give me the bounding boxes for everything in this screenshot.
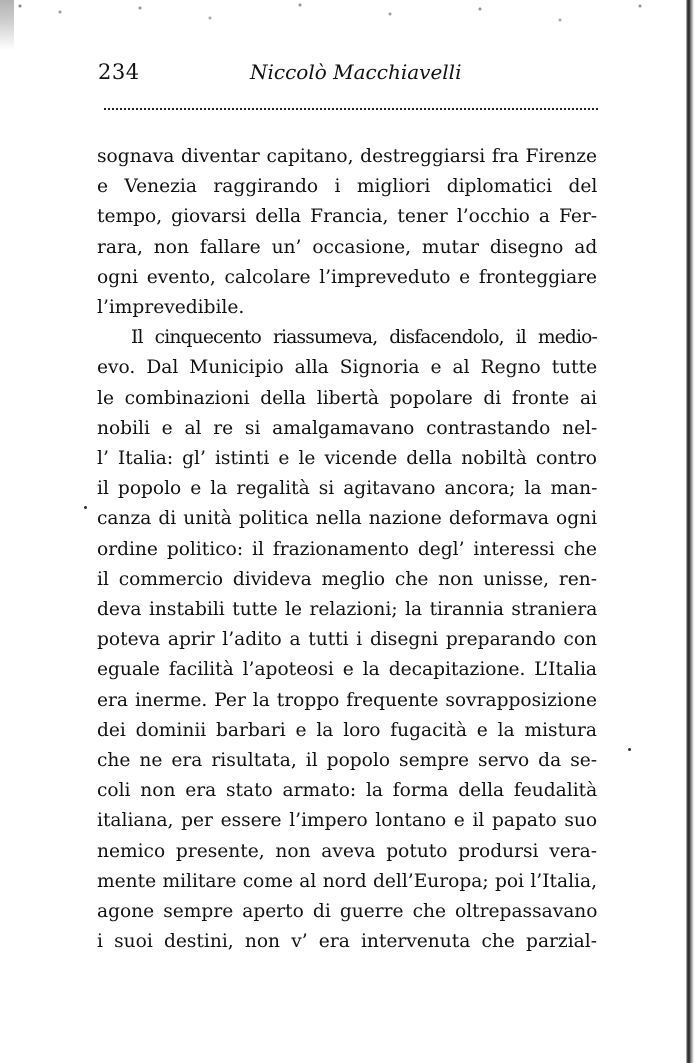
- text-line: mente militare come al nord dell’Europa; poi l’Italia,: [97, 870, 597, 892]
- text-line: tempo, giovarsi della Francia, tener l’occhio a Fer-: [97, 206, 598, 228]
- text-line: il commercio divideva meglio che non unisse, ren-: [97, 568, 597, 590]
- scan-edge-mark: [0, 0, 14, 50]
- scan-dot: [84, 506, 87, 509]
- text-line: agone sempre aperto di guerre che oltrepassavano: [97, 901, 598, 923]
- text-line: dei dominii barbari e la loro fugacità e la mistura: [97, 719, 597, 741]
- text-line: il popolo e la regalità si agitavano ancora; la man-: [97, 478, 598, 500]
- text-line: eguale facilità l’apoteosi e la decapitazione. L’Italia: [97, 659, 597, 681]
- text-line: e Venezia raggirando i migliori diplomatici del: [97, 176, 598, 198]
- text-line: che ne era risultata, il popolo sempre servo da se-: [97, 750, 598, 772]
- text-line: Il cinquecento riassumeva, disfacendolo, il medio-: [131, 327, 597, 349]
- text-line: italiana, per essere l’impero lontano e il papato suo: [97, 810, 598, 832]
- text-line: canza di unità politica nella nazione deformava ogni: [97, 508, 598, 530]
- text-line: era inerme. Per la troppo frequente sovrapposizione: [97, 689, 597, 711]
- text-line: nobili e al re si amalgamavano contrastando nel-: [97, 417, 598, 439]
- text-line: ogni evento, calcolare l’impreveduto e fronteggiare: [97, 266, 598, 288]
- page-number: 234: [98, 60, 140, 84]
- text-line: coli non era stato armato: la forma della feudalità: [97, 780, 598, 802]
- text-line: deva instabili tutte le relazioni; la tirannia straniera: [97, 599, 598, 621]
- text-line: evo. Dal Municipio alla Signoria e al Regno tutte: [97, 357, 598, 379]
- text-line: i suoi destini, non v’ era intervenuta che parzial-: [97, 931, 597, 953]
- text-line: poteva aprir l’adito a tutti i disegni preparando con: [97, 629, 597, 651]
- paragraph-2: [97, 323, 597, 957]
- scan-speckle: [0, 0, 694, 40]
- text-line: rara, non fallare un’ occasione, mutar disegno ad: [97, 236, 598, 258]
- header-rule: [104, 108, 598, 110]
- text-line: ordine politico: il frazionamento degl’ interessi che: [97, 538, 598, 560]
- body-text: [97, 142, 597, 957]
- running-title: Niccolò Macchiavelli: [250, 60, 462, 84]
- page-header: [98, 60, 598, 92]
- scan-dot: [628, 748, 631, 751]
- text-line: l’imprevedibile.: [97, 297, 245, 319]
- text-line: le combinazioni della libertà popolare di fronte ai: [97, 387, 597, 409]
- paragraph-1: [97, 142, 597, 323]
- text-line: sognava diventar capitano, destreggiarsi fra Firenze: [97, 146, 598, 167]
- text-line: l’ Italia: gl’ istinti e le vicende della nobiltà contro: [97, 448, 597, 470]
- page-binding-edge: [672, 0, 694, 1063]
- text-line: nemico presente, non aveva potuto prodursi vera-: [97, 840, 597, 862]
